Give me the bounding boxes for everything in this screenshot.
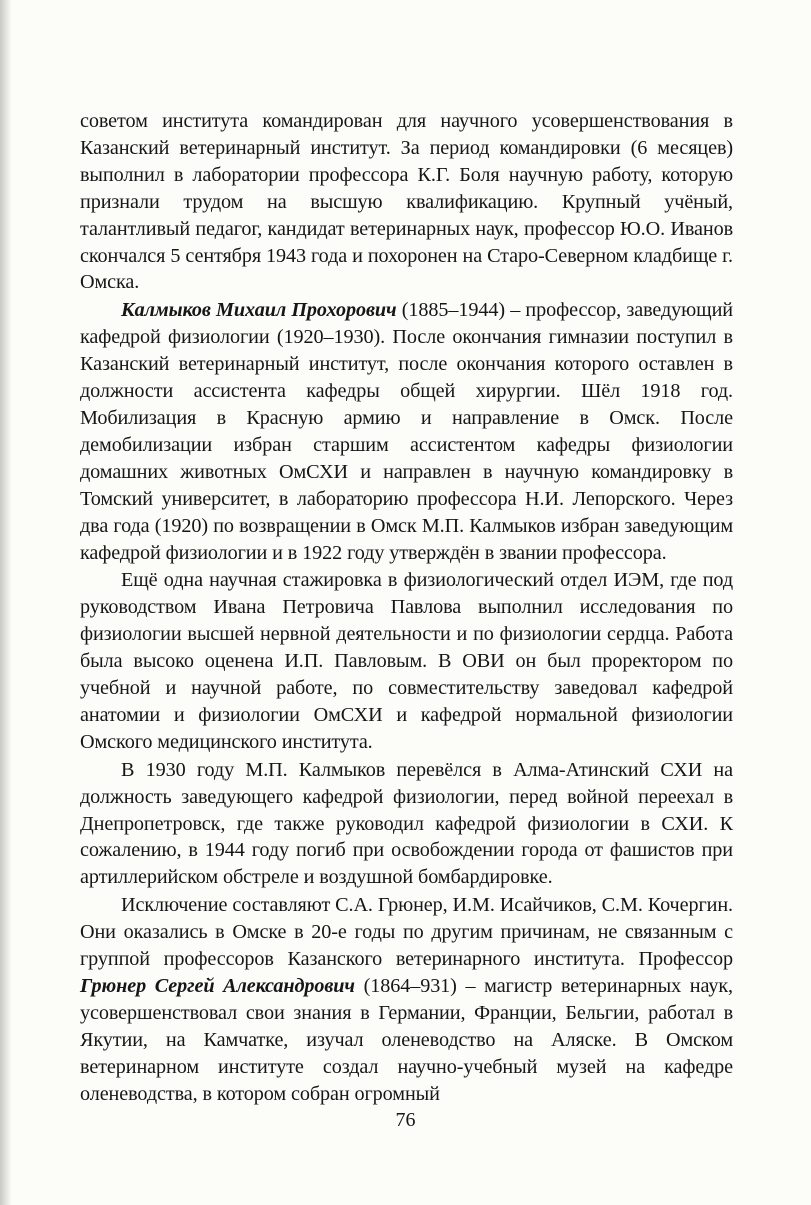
paragraph-text: советом института командирован для научного усовершенствования в Казанский ветеринарный институт. За период командировки (6 месяцев) выполнил в лаборатории профессора К.Г. Боля научную работу, которую признали трудом на высшую квалификацию. Крупный учёный, талантливый педагог, кандидат ветеринарных наук, профессор Ю.О. Иванов скончался 5 сентября 1943 года и похоронен на Старо-Северном кладбище г. Омска.	[80, 110, 733, 294]
paragraph-text: (1885–1944) – профессор, заведующий кафедрой физиологии (1920–1930). После окончания гимназии поступил в Казанский ветеринарный институт, после окончания которого оставлен в должности ассистента кафедры общей хирургии. Шёл 1918 год. Мобилизация в Красную армию и направление в Омск. После демобилизации избран старшим ассистентом кафедры физиологии домашних животных ОмСХИ и направлен в научную командировку в Томский университет, в лабораторию профессора Н.И. Лепорского. Через два года (1920) по возвращении в Омск М.П. Калмыков избран заведующим кафедрой физиологии и в 1922 году утверждён в звании профессора.	[80, 299, 733, 564]
person-name-gruner: Грюнер Сергей Александрович	[80, 975, 355, 997]
person-name-kalmykov: Калмыков Михаил Прохорович	[121, 299, 397, 322]
scan-shadow-edge	[0, 0, 12, 1205]
paragraph-4	[80, 757, 733, 892]
paragraph-text: Исключение составляют С.А. Грюнер, И.М. Исайчиков, С.М. Кочергин. Они оказались в Омске в 20-е годы по другим причинам, не связанным с группой профессоров Казанского ветеринарного института. Профессор	[80, 894, 733, 971]
paragraph-text: В 1930 году М.П. Калмыков перевёлся в Алма-Атинский СХИ на должность заведующего кафедрой физиологии, перед войной переехал в Днепропетровск, где также руководил кафедрой физиологии в СХИ. К сожалению, в 1944 году погиб при освобождении города от фашистов при артиллерийском обстреле и воздушной бомбардировке.	[80, 758, 733, 889]
paragraph-2	[80, 297, 733, 566]
page-number: 76	[395, 1109, 416, 1131]
paragraph-5	[80, 892, 733, 1107]
paragraph-text: (1864–931) – магистр ветеринарных наук, усовершенствовал свои знания в Германии, Франции, Бельгии, работал в Якутии, на Камчатке, изучал оленеводство на Аляске. В Омском ветеринарном институте создал научно-учебный музей на кафедре оленеводства, в котором собран огромный	[80, 975, 733, 1105]
body-text	[80, 108, 733, 1108]
paragraph-3	[80, 567, 733, 755]
paragraph-text: Ещё одна научная стажировка в физиологический отдел ИЭМ, где под руководством Ивана Петровича Павлова выполнил исследования по физиологии высшей нервной деятельности и по физиологии сердца. Работа была высоко оценена И.П. Павловым. В ОВИ он был проректором по учебной и научной работе, по совместительству заведовал кафедрой анатомии и физиологии ОмСХИ и кафедрой нормальной физиологии Омского медицинского института.	[80, 569, 733, 753]
paragraph-1	[80, 108, 733, 296]
